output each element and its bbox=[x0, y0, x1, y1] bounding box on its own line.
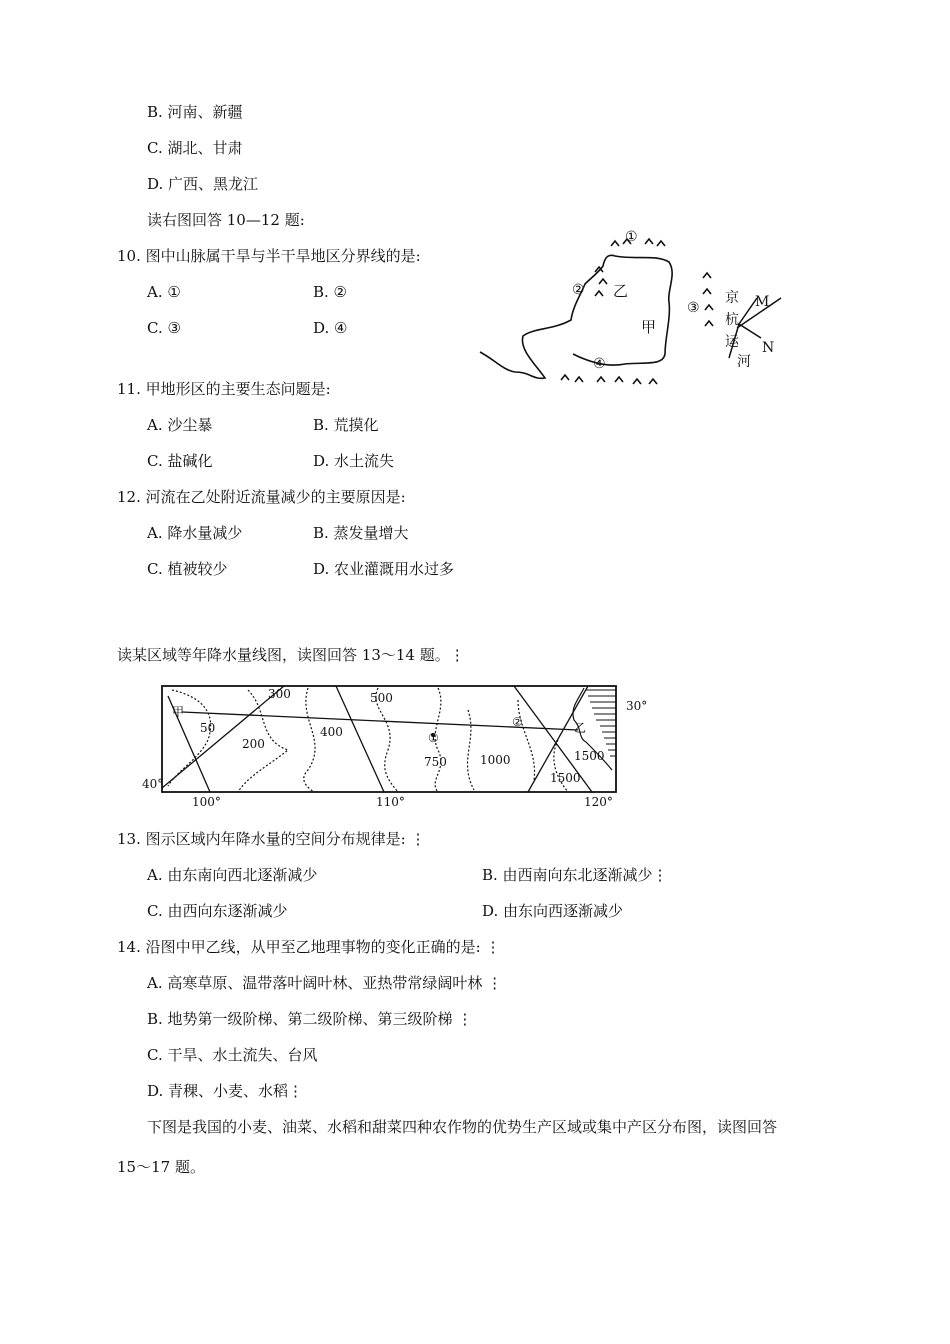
q9-option-c: C. 湖北、甘肃 bbox=[147, 139, 243, 157]
q10-option-b: B. ② bbox=[313, 283, 348, 301]
isohyet-1500-b: 1500 bbox=[550, 771, 581, 785]
q12-option-b: B. 蒸发量增大 bbox=[313, 524, 409, 542]
label-mountain-1: ① bbox=[625, 229, 638, 245]
q12-stem: 12. 河流在乙处附近流量减少的主要原因是: bbox=[117, 488, 406, 506]
q11-option-d: D. 水土流失 bbox=[313, 452, 395, 470]
mountain-range-3 bbox=[703, 273, 713, 326]
q13-option-c: C. 由西向东逐渐减少 bbox=[147, 902, 288, 920]
q11-option-b: B. 荒摸化 bbox=[313, 416, 379, 434]
point-jia: 甲 bbox=[172, 705, 185, 719]
q13-option-b: B. 由西南向东北逐渐减少⋮ bbox=[482, 866, 668, 884]
q9-option-b: B. 河南、新疆 bbox=[147, 103, 243, 121]
intro-15-17-line1: 下图是我国的小麦、油菜、水稻和甜菜四种农作物的优势生产区域或集中产区分布图，读图回答 bbox=[147, 1118, 778, 1136]
isohyet-400: 400 bbox=[320, 725, 343, 739]
label-mountain-2: ② bbox=[572, 282, 585, 298]
q11-option-a: A. 沙尘暴 bbox=[147, 416, 213, 434]
q13-stem: 13. 图示区域内年降水量的空间分布规律是: ⋮ bbox=[117, 830, 426, 848]
q12-option-d: D. 农业灌溉用水过多 bbox=[313, 560, 455, 578]
isohyet-1000: 1000 bbox=[480, 753, 511, 767]
label-mountain-4: ④ bbox=[593, 356, 606, 372]
q14-option-d: D. 青稞、小麦、水稻⋮ bbox=[147, 1082, 304, 1100]
q14-option-c: C. 干旱、水土流失、台风 bbox=[147, 1046, 318, 1064]
q11-option-c: C. 盐碱化 bbox=[147, 452, 213, 470]
isohyet-lines bbox=[168, 688, 568, 792]
lon-110: 110° bbox=[376, 795, 405, 809]
lat-40: 40° bbox=[142, 777, 164, 791]
label-mountain-3: ③ bbox=[687, 300, 700, 316]
q10-option-c: C. ③ bbox=[147, 319, 181, 337]
isohyet-750: 750 bbox=[424, 755, 447, 769]
isohyet-1500-a: 1500 bbox=[574, 749, 605, 763]
canal-char-1: 京 bbox=[725, 290, 739, 306]
intro-15-17-line2: 15～17 题。 bbox=[117, 1158, 205, 1176]
isohyet-300: 300 bbox=[268, 687, 291, 701]
intro-10-12: 读右图回答 10—12 题: bbox=[147, 211, 305, 229]
intro-13-14: 读某区域等年降水量线图，读图回答 13～14 题。⋮ bbox=[117, 646, 465, 664]
lon-100: 100° bbox=[192, 795, 221, 809]
river-basin-map bbox=[475, 220, 795, 395]
isohyet-200: 200 bbox=[242, 737, 265, 751]
q13-option-d: D. 由东向西逐渐减少 bbox=[482, 902, 624, 920]
q14-option-b: B. 地势第一级阶梯、第二级阶梯、第三级阶梯 ⋮ bbox=[147, 1010, 473, 1028]
mountain-range-2 bbox=[595, 267, 607, 296]
lon-120: 120° bbox=[584, 795, 613, 809]
label-m: M bbox=[755, 294, 770, 310]
canal-char-3: 运 bbox=[725, 334, 739, 350]
label-yi: 乙 bbox=[613, 282, 629, 300]
label-jia: 甲 bbox=[641, 318, 657, 336]
yellow-river bbox=[480, 255, 672, 378]
canal-char-4: 河 bbox=[737, 354, 751, 370]
q12-option-a: A. 降水量减少 bbox=[147, 524, 243, 542]
point-yi: 乙 bbox=[574, 721, 587, 735]
q10-option-d: D. ④ bbox=[313, 319, 348, 337]
mountain-range-4 bbox=[561, 375, 657, 384]
isohyet-50: 50 bbox=[200, 721, 216, 735]
q10-stem: 10. 图中山脉属干旱与半干旱地区分界线的是: bbox=[117, 247, 421, 265]
point-1: ① bbox=[428, 731, 439, 745]
point-2: ② bbox=[512, 715, 523, 729]
q14-option-a: A. 高寒草原、温带落叶阔叶林、亚热带常绿阔叶林 ⋮ bbox=[147, 974, 503, 992]
q12-option-c: C. 植被较少 bbox=[147, 560, 228, 578]
q9-option-d: D. 广西、黑龙江 bbox=[147, 175, 259, 193]
lat-30: 30° bbox=[626, 699, 648, 713]
q11-stem: 11. 甲地形区的主要生态问题是: bbox=[117, 380, 331, 398]
canal-char-2: 杭 bbox=[725, 312, 739, 328]
isohyet-500: 500 bbox=[370, 691, 393, 705]
mountain-range-1 bbox=[611, 239, 665, 246]
isohyet-map bbox=[138, 680, 648, 810]
q10-option-a: A. ① bbox=[147, 283, 181, 301]
q13-option-a: A. 由东南向西北逐渐减少 bbox=[147, 866, 318, 884]
q14-stem: 14. 沿图中甲乙线，从甲至乙地理事物的变化正确的是: ⋮ bbox=[117, 938, 501, 956]
label-n: N bbox=[762, 340, 775, 356]
